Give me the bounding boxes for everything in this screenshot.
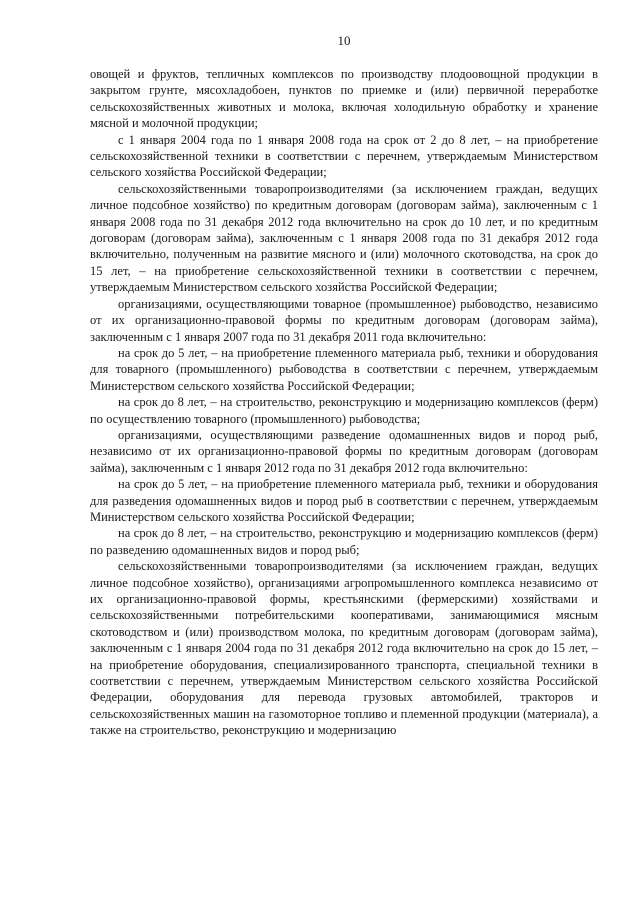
paragraph: сельскохозяйственными товаропроизводителями (за исключением граждан, ведущих личное подсобное хозяйство), организациями агропромышленного комплекса независимо от их организационно-правовой формы, крестьянскими (фермерскими) хозяйствами и сельскохозяйственными потребительскими кооперативами, занимающимися мясным скотоводством и (или) производством молока, по кредитным договорам (договорам займа), заключенным с 1 января 2004 года по 31 декабря 2012 года включительно на срок до 15 лет, – на приобретение оборудования, специализированного транспорта, специальной техники в соответствии с перечнем, утверждаемым Министерством сельского хозяйства Российской Федерации, оборудования для перевода грузовых автомобилей, тракторов и сельскохозяйственных машин на газомоторное топливо и племенной продукции (материала), а также на строительство, реконструкцию и модернизацию [90, 559, 598, 738]
document-body [90, 66, 598, 739]
paragraph: сельскохозяйственными товаропроизводителями (за исключением граждан, ведущих личное подсобное хозяйство) по кредитным договорам (договорам займа), заключенным с 1 января 2008 года по 31 декабря 2012 года включительно на срок до 10 лет, и по кредитным договорам (договорам займа), заключенным с 1 января 2008 года по 31 декабря 2012 года включительно, полученным на развитие мясного и (или) молочного скотоводства, на срок до 15 лет, – на приобретение сельскохозяйственной техники в соответствии с перечнем, утверждаемым Министерством сельского хозяйства Российской Федерации; [90, 181, 598, 295]
paragraph: организациями, осуществляющими разведение одомашненных видов и пород рыб, независимо от их организационно-правовой формы по кредитным договорам (договорам займа), заключенным с 1 января 2012 года по 31 декабря 2012 года включительно: [90, 427, 598, 475]
paragraph: организациями, осуществляющими товарное (промышленное) рыбоводство, независимо от их организационно-правовой формы по кредитным договорам (договорам займа), заключенным с 1 января 2007 года по 31 декабря 2011 года включительно: [90, 296, 598, 344]
document-page [90, 0, 598, 739]
paragraph: на срок до 5 лет, – на приобретение племенного материала рыб, техники и оборудования для разведения одомашненных видов и пород рыб в соответствии с перечнем, утверждаемым Министерством сельского хозяйства Российской Федерации; [90, 477, 598, 524]
paragraph: на срок до 8 лет, – на строительство, реконструкцию и модернизацию комплексов (ферм) по осуществлению товарного (промышленного) рыбоводства; [90, 395, 598, 426]
paragraph: с 1 января 2004 года по 1 января 2008 года на срок от 2 до 8 лет, – на приобретение сельскохозяйственной техники в соответствии с перечнем, утверждаемым Министерством сельского хозяйства Российской Федерации; [90, 132, 598, 180]
paragraph: овощей и фруктов, тепличных комплексов по производству плодоовощной продукции в закрытом грунте, мясохладобоен, пунктов по приемке и (или) первичной переработке сельскохозяйственных животных и молока, включая холодильную обработку и хранение мясной и молочной продукции; [90, 67, 598, 131]
paragraph: на срок до 8 лет, – на строительство, реконструкцию и модернизацию комплексов (ферм) по разведению одомашненных видов и пород рыб; [90, 526, 598, 557]
paragraph: на срок до 5 лет, – на приобретение племенного материала рыб, техники и оборудования для товарного (промышленного) рыбоводства в соответствии с перечнем, утверждаемым Министерством сельского хозяйства Российской Федерации; [90, 345, 598, 393]
page-number: 10 [337, 33, 351, 48]
